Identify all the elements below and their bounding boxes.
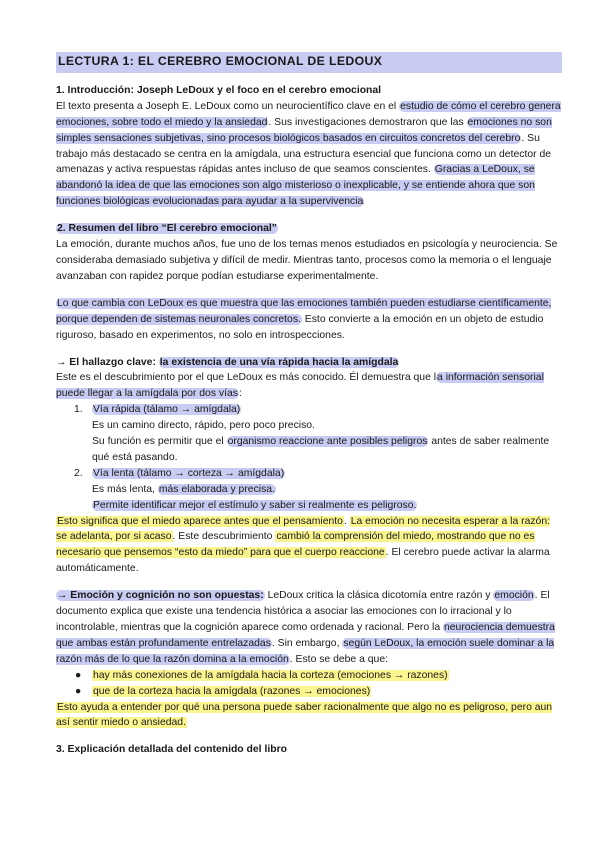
section-heading: 3. Explicación detallada del contenido del libro xyxy=(56,744,287,756)
section-key-finding xyxy=(56,355,562,578)
list-item: ● que de la corteza hacia la amígdala (razones → emociones) xyxy=(75,685,371,697)
list-item: ● hay más conexiones de la amígdala hacia la corteza (emociones → razones) xyxy=(75,669,448,681)
highlight-purple: Gracias a LeDoux, se abandonó la idea de que las emociones son algo misterioso o inexplicable, y se entiende ahora que son funciones biológicas evolucionadas para ayudar a la supervivencia xyxy=(56,164,535,208)
list-item-detail: Es un camino directo, rápido, pero poco preciso. xyxy=(92,420,315,432)
list-item: 2. Vía lenta (tálamo → corteza → amígdala) xyxy=(74,467,285,479)
highlight-yellow: La emoción no necesita esperar a la razón: se adelanta, por si acaso xyxy=(56,515,550,543)
paragraph: La emoción, durante muchos años, fue uno de los temas menos estudiados en psicología y neurociencia. Se consideraba demasiado subjetiva y difícil de medir. Mientras tanto, procesos como la memoria o el lenguaje avanzaban con rapidez porque podían estudiarse experimentalmente. xyxy=(56,239,558,282)
section-detailed-explanation xyxy=(56,742,562,758)
paragraph: → Emoción y cognición no son opuestas: LeDoux critica la clásica dicotomía entre razón y emoción. El documento explica que existe una tendencia histórica a asociar las emociones con lo irracional y lo incontrolable, mientras que la cognición aparece como ordenada y racional. Pero la neurociencia demuestra que ambas están profundamente entrelazadas. Sin embargo, según LeDoux, la emoción suele dominar a la razón más de lo que la razón domina a la emoción. Esto se debe a que: xyxy=(56,590,555,665)
pathway-label: Vía rápida (tálamo → amígdala) xyxy=(93,404,241,416)
list-item-detail: Su función es permitir que el organismo reaccione ante posibles peligros antes de saber realmente qué está pasando. xyxy=(92,436,550,463)
pathway-list xyxy=(56,402,562,513)
highlight-purple: estudio de cómo el cerebro genera emociones, sobre todo el miedo y la ansiedad xyxy=(56,100,561,128)
paragraph: Este es el descubrimiento por el que LeDoux es más conocido. Él demuestra que la información sensorial puede llegar a la amígdala por dos vías: xyxy=(56,372,544,400)
pathway-label: Vía lenta (tálamo → corteza → amígdala) xyxy=(93,467,285,479)
highlight-yellow: cambió la comprensión del miedo, mostrando que no es necesario que pensemos “esto da miedo” para que el cuerpo reaccione xyxy=(56,531,535,559)
document-title: LECTURA 1: EL CEREBRO EMOCIONAL DE LEDOUX xyxy=(56,52,562,73)
highlight-purple: a información sensorial puede llegar a la amígdala por dos vías xyxy=(56,372,544,400)
paragraph: Lo que cambia con LeDoux es que muestra que las emociones también pueden estudiarse científicamente, porque dependen de sistemas neuronales concretos. Esto convierte a la emoción en un objeto de estudio riguroso, basado en experimentos, no solo en introspecciones. xyxy=(56,297,552,341)
section-introduction xyxy=(56,83,562,210)
list-item: 1. Vía rápida (tálamo → amígdala) xyxy=(74,404,241,416)
paragraph: Esto significa que el miedo aparece antes que el pensamiento. La emoción no necesita esperar a la razón: se adelanta, por si acaso. Este descubrimiento cambió la comprensión del miedo, mostrando que no es necesario que pensemos “esto da miedo” para que el cuerpo reaccione. El cerebro puede activar la alarma automáticamente. xyxy=(56,515,550,575)
list-item-detail: Es más lenta, más elaborada y precisa. xyxy=(92,483,275,495)
section-heading: → Emoción y cognición no son opuestas: xyxy=(57,590,264,602)
section-heading: 1. Introducción: Joseph LeDoux y el foco en el cerebro emocional xyxy=(56,84,382,96)
list-item-detail: Permite identificar mejor el estímulo y saber si realmente es peligroso. xyxy=(93,499,417,511)
highlight-yellow: Esto significa que el miedo aparece antes que el pensamiento xyxy=(57,515,343,527)
highlight-purple: Lo que cambia con LeDoux es que muestra que las emociones también pueden estudiarse científicamente, porque dependen de sistemas neuronales concretos. xyxy=(56,297,552,325)
section-heading: 2. Resumen del libro “El cerebro emocional” xyxy=(57,223,277,235)
bullet-list xyxy=(56,668,562,700)
section-summary xyxy=(56,221,562,343)
highlight-yellow: Esto ayuda a entender por qué una persona puede saber racionalmente que algo no es peligroso, pero aun así sentir miedo o ansiedad. xyxy=(56,701,553,729)
section-emotion-cognition xyxy=(56,588,562,731)
paragraph: El texto presenta a Joseph E. LeDoux como un neurocientífico clave en el estudio de cómo el cerebro genera emociones, sobre todo el miedo y la ansiedad. Sus investigaciones demostraron que las emociones no son simples sensaciones subjetivas, sino procesos biológicos basados en circuitos concretos del cerebro. Su trabajo más destacado se centra en la amígdala, una estructura esencial que funciona como un detector de amenazas y activa respuestas rápidas antes incluso de que seamos conscientes. Gracias a LeDoux, se abandonó la idea de que las emociones son algo misterioso o inexplicable, y se entiende ahora que son funciones biológicas evolucionadas para ayudar a la supervivencia xyxy=(56,100,561,208)
highlight-purple: emociones no son simples sensaciones subjetivas, sino procesos biológicos basados en circuitos concretos del cerebro xyxy=(56,116,552,144)
section-heading: → El hallazgo clave: la existencia de una vía rápida hacia la amígdala xyxy=(56,356,399,368)
paragraph xyxy=(56,700,562,732)
